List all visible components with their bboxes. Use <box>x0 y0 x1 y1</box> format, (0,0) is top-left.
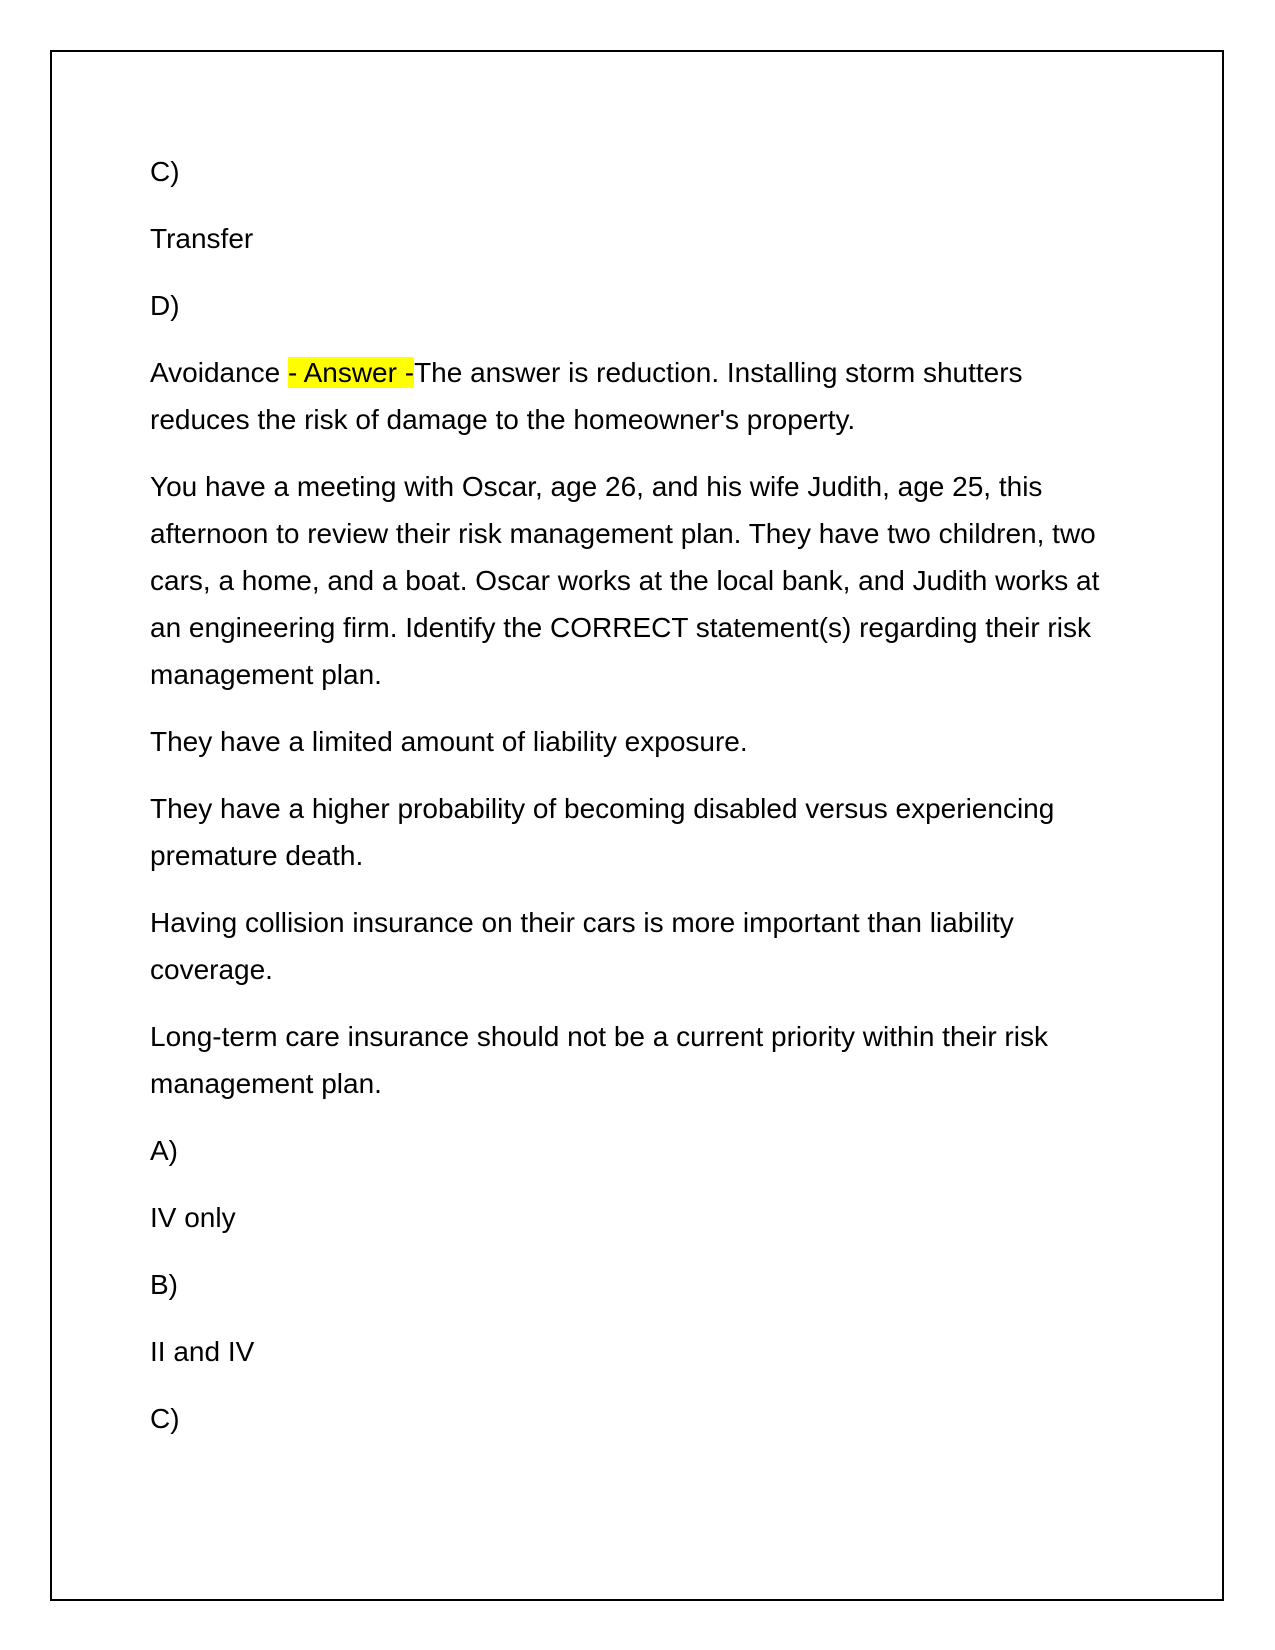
statement-1: They have a limited amount of liability exposure. <box>150 726 748 757</box>
option-d-label: D) <box>150 290 180 321</box>
question-text: You have a meeting with Oscar, age 26, and his wife Judith, age 25, this afternoon to review their risk management plan. They have two children, two cars, a home, and a boat. Oscar works at the local bank, and Judith works at an engineering firm. Identify the CORRECT statement(s) regarding their risk management plan. <box>150 471 1100 690</box>
answer-highlight: - Answer - <box>288 357 415 388</box>
option-a-text: IV only <box>150 1202 236 1233</box>
option-d-answer-paragraph <box>150 349 1110 443</box>
option-c-label: C) <box>150 156 180 187</box>
option-a-label: A) <box>150 1135 178 1166</box>
option-b-text: II and IV <box>150 1336 255 1367</box>
option-d-text: Avoidance <box>150 357 289 388</box>
option-b-label: B) <box>150 1269 178 1300</box>
answer-explanation: The answer is reduction. Installing storm shutters reduces the risk of damage to the homeowner's property. <box>150 357 1023 435</box>
statement-3: Having collision insurance on their cars is more important than liability coverage. <box>150 907 1014 985</box>
option-c-text: Transfer <box>150 223 254 254</box>
document-body <box>150 148 1110 1462</box>
option-c2-label: C) <box>150 1403 180 1434</box>
statement-4: Long-term care insurance should not be a current priority within their risk management plan. <box>150 1021 1048 1099</box>
statement-2: They have a higher probability of becoming disabled versus experiencing premature death. <box>150 793 1055 871</box>
